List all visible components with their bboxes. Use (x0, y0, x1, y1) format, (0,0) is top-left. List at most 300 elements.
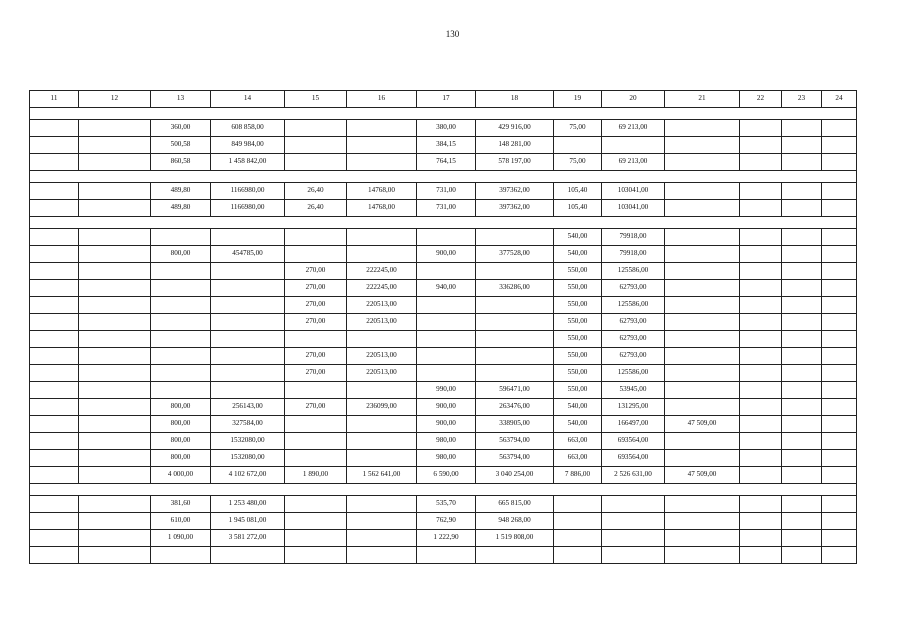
table-cell: 731,00 (417, 183, 476, 200)
table-cell (822, 280, 857, 297)
table-cell (782, 120, 822, 137)
table-cell (665, 348, 740, 365)
table-cell (211, 263, 285, 280)
table-cell (740, 348, 782, 365)
section-separator-row (30, 217, 857, 229)
table-cell: 270,00 (285, 263, 347, 280)
table-cell: 220513,00 (347, 314, 417, 331)
table-cell: 1 090,00 (151, 530, 211, 547)
table-row (30, 399, 857, 416)
table-cell: 338905,00 (476, 416, 554, 433)
table-cell (30, 416, 79, 433)
table-cell (79, 183, 151, 200)
table-cell (285, 154, 347, 171)
table-cell: 53945,00 (602, 382, 665, 399)
table-cell (151, 365, 211, 382)
table-cell (476, 365, 554, 382)
table-row (30, 120, 857, 137)
table-row (30, 183, 857, 200)
table-cell (782, 496, 822, 513)
table-cell: 166497,00 (602, 416, 665, 433)
column-header: 12 (79, 91, 151, 108)
table-cell (417, 348, 476, 365)
table-cell: 2 526 631,00 (602, 467, 665, 484)
table-cell: 1 458 842,00 (211, 154, 285, 171)
data-table (29, 90, 857, 564)
table-row (30, 297, 857, 314)
table-cell: 550,00 (554, 280, 602, 297)
table-cell (30, 331, 79, 348)
table-cell: 377528,00 (476, 246, 554, 263)
table-cell: 62793,00 (602, 314, 665, 331)
table-cell (822, 120, 857, 137)
table-cell: 7 886,00 (554, 467, 602, 484)
table-cell (30, 314, 79, 331)
table-cell (740, 365, 782, 382)
table-cell: 14768,00 (347, 200, 417, 217)
table-cell (79, 450, 151, 467)
table-cell (822, 348, 857, 365)
table-cell (665, 314, 740, 331)
table-cell (79, 496, 151, 513)
table-cell (602, 513, 665, 530)
table-cell (211, 280, 285, 297)
table-cell: 540,00 (554, 399, 602, 416)
table-cell: 980,00 (417, 450, 476, 467)
column-header: 24 (822, 91, 857, 108)
column-header: 21 (665, 91, 740, 108)
separator-cell (30, 108, 857, 120)
table-cell (822, 467, 857, 484)
table-row (30, 433, 857, 450)
table-cell (79, 399, 151, 416)
table-cell (151, 382, 211, 399)
table-cell (665, 246, 740, 263)
table-cell: 1532080,00 (211, 433, 285, 450)
table-cell: 270,00 (285, 348, 347, 365)
table-cell (740, 314, 782, 331)
table-cell (285, 229, 347, 246)
table-cell (151, 263, 211, 280)
table-cell: 550,00 (554, 348, 602, 365)
table-cell (782, 297, 822, 314)
separator-cell (30, 171, 857, 183)
table-row (30, 365, 857, 382)
table-cell: 596471,00 (476, 382, 554, 399)
table-cell: 336286,00 (476, 280, 554, 297)
table-cell: 75,00 (554, 120, 602, 137)
table-row (30, 331, 857, 348)
table-cell (417, 297, 476, 314)
table-row (30, 229, 857, 246)
table-cell: 62793,00 (602, 331, 665, 348)
table-cell (211, 314, 285, 331)
table-cell (782, 137, 822, 154)
table-cell (79, 382, 151, 399)
table-cell (740, 229, 782, 246)
table-cell (665, 263, 740, 280)
table-cell: 731,00 (417, 200, 476, 217)
table-cell (782, 348, 822, 365)
table-cell: 103041,00 (602, 183, 665, 200)
table-cell: 800,00 (151, 433, 211, 450)
table-cell (822, 496, 857, 513)
table-cell (79, 246, 151, 263)
table-cell (740, 496, 782, 513)
table-row (30, 496, 857, 513)
table-cell (79, 365, 151, 382)
table-cell (285, 382, 347, 399)
table-row (30, 513, 857, 530)
table-cell (740, 183, 782, 200)
table-cell (782, 513, 822, 530)
table-cell: 270,00 (285, 280, 347, 297)
column-header: 14 (211, 91, 285, 108)
table-cell (782, 450, 822, 467)
table-cell (347, 496, 417, 513)
table-cell (79, 297, 151, 314)
table-cell: 429 916,00 (476, 120, 554, 137)
table-cell: 270,00 (285, 365, 347, 382)
table-cell (30, 496, 79, 513)
table-cell (211, 348, 285, 365)
table-cell (740, 450, 782, 467)
table-cell: 1 519 808,00 (476, 530, 554, 547)
table-cell: 270,00 (285, 399, 347, 416)
table-cell (665, 382, 740, 399)
table-row (30, 280, 857, 297)
table-cell (347, 433, 417, 450)
table-cell: 948 268,00 (476, 513, 554, 530)
table-cell: 663,00 (554, 450, 602, 467)
table-cell: 256143,00 (211, 399, 285, 416)
table-cell: 800,00 (151, 246, 211, 263)
table-cell: 563794,00 (476, 450, 554, 467)
table-cell: 75,00 (554, 154, 602, 171)
table-cell (740, 467, 782, 484)
table-cell (822, 229, 857, 246)
table-cell (285, 433, 347, 450)
table-cell (30, 154, 79, 171)
table-cell (151, 314, 211, 331)
table-cell (822, 365, 857, 382)
table-cell: 900,00 (417, 399, 476, 416)
header-row (30, 91, 857, 108)
table-cell: 125586,00 (602, 263, 665, 280)
table-cell (822, 433, 857, 450)
table-cell: 3 581 272,00 (211, 530, 285, 547)
table-cell (665, 229, 740, 246)
table-cell (740, 331, 782, 348)
table-cell (782, 229, 822, 246)
table-cell: 1 222,90 (417, 530, 476, 547)
table-cell (822, 297, 857, 314)
table-cell: 125586,00 (602, 365, 665, 382)
table-cell (30, 547, 79, 564)
table-cell: 397362,00 (476, 200, 554, 217)
table-cell: 270,00 (285, 297, 347, 314)
table-cell (285, 246, 347, 263)
table-cell (476, 263, 554, 280)
table-cell (665, 183, 740, 200)
table-cell: 535,70 (417, 496, 476, 513)
table-cell (211, 547, 285, 564)
table-cell (30, 120, 79, 137)
table-cell (740, 297, 782, 314)
column-header: 15 (285, 91, 347, 108)
table-cell: 220513,00 (347, 365, 417, 382)
table-cell: 220513,00 (347, 297, 417, 314)
table-cell: 563794,00 (476, 433, 554, 450)
table-cell: 222245,00 (347, 280, 417, 297)
table-cell (740, 246, 782, 263)
table-cell (476, 547, 554, 564)
table-cell (476, 314, 554, 331)
table-cell (30, 246, 79, 263)
table-cell (30, 183, 79, 200)
table-cell: 762,90 (417, 513, 476, 530)
separator-cell (30, 484, 857, 496)
table-cell (30, 365, 79, 382)
table-cell: 103041,00 (602, 200, 665, 217)
table-cell: 980,00 (417, 433, 476, 450)
table-cell (30, 280, 79, 297)
table-cell: 990,00 (417, 382, 476, 399)
table-cell (151, 297, 211, 314)
table-cell (822, 200, 857, 217)
table-cell (822, 331, 857, 348)
table-cell (476, 297, 554, 314)
table-cell (740, 137, 782, 154)
table-cell (822, 154, 857, 171)
table-cell (665, 200, 740, 217)
table-cell (30, 399, 79, 416)
page-number: 130 (445, 29, 460, 39)
table-cell: 578 197,00 (476, 154, 554, 171)
table-cell (211, 229, 285, 246)
table-cell: 1532080,00 (211, 450, 285, 467)
table-cell (665, 433, 740, 450)
table-cell: 47 509,00 (665, 416, 740, 433)
column-header: 23 (782, 91, 822, 108)
table-cell: 900,00 (417, 246, 476, 263)
table-cell (782, 416, 822, 433)
table-row (30, 416, 857, 433)
table-cell: 79918,00 (602, 229, 665, 246)
table-cell (347, 513, 417, 530)
table-cell: 608 858,00 (211, 120, 285, 137)
table-cell (347, 331, 417, 348)
table-cell (822, 246, 857, 263)
table-cell (79, 120, 151, 137)
table-cell (740, 280, 782, 297)
table-cell: 900,00 (417, 416, 476, 433)
table-row (30, 450, 857, 467)
table-cell: 849 984,00 (211, 137, 285, 154)
table-row (30, 382, 857, 399)
table-cell (347, 137, 417, 154)
table-cell (285, 416, 347, 433)
column-header: 22 (740, 91, 782, 108)
table-cell: 1 253 480,00 (211, 496, 285, 513)
table-cell: 125586,00 (602, 297, 665, 314)
table-cell (30, 467, 79, 484)
table-cell (740, 200, 782, 217)
table-cell (79, 467, 151, 484)
table-cell: 62793,00 (602, 280, 665, 297)
table-cell (30, 450, 79, 467)
table-row (30, 314, 857, 331)
table-cell (30, 348, 79, 365)
table-cell (782, 183, 822, 200)
table-cell (740, 513, 782, 530)
table-cell (740, 120, 782, 137)
table-cell (417, 263, 476, 280)
table-cell: 14768,00 (347, 183, 417, 200)
table-cell (822, 314, 857, 331)
table-cell (822, 513, 857, 530)
table-cell: 380,00 (417, 120, 476, 137)
table-cell (554, 496, 602, 513)
table-cell: 270,00 (285, 314, 347, 331)
table-cell: 222245,00 (347, 263, 417, 280)
table-cell (79, 280, 151, 297)
table-cell: 4 000,00 (151, 467, 211, 484)
table-cell: 69 213,00 (602, 154, 665, 171)
table-cell: 69 213,00 (602, 120, 665, 137)
table-cell (602, 137, 665, 154)
table-cell (79, 314, 151, 331)
column-header: 16 (347, 91, 417, 108)
table-cell (151, 547, 211, 564)
table-cell (782, 263, 822, 280)
table-cell (740, 154, 782, 171)
table-cell (30, 263, 79, 280)
table-cell (79, 229, 151, 246)
table-cell: 550,00 (554, 297, 602, 314)
section-separator-row (30, 171, 857, 183)
table-cell (30, 137, 79, 154)
table-cell: 360,00 (151, 120, 211, 137)
table-cell: 220513,00 (347, 348, 417, 365)
table-cell: 693564,00 (602, 450, 665, 467)
table-cell (285, 137, 347, 154)
table-cell (417, 314, 476, 331)
table-cell (782, 530, 822, 547)
table-cell (782, 154, 822, 171)
table-row (30, 348, 857, 365)
table-cell: 1 562 641,00 (347, 467, 417, 484)
table-cell: 397362,00 (476, 183, 554, 200)
table-cell (822, 416, 857, 433)
table-cell (79, 547, 151, 564)
table-cell (665, 496, 740, 513)
table-cell (822, 382, 857, 399)
table-cell (79, 331, 151, 348)
column-header: 19 (554, 91, 602, 108)
column-header: 20 (602, 91, 665, 108)
table-cell (740, 399, 782, 416)
table-cell (79, 200, 151, 217)
table-cell (782, 280, 822, 297)
table-cell: 381,60 (151, 496, 211, 513)
table-row (30, 547, 857, 564)
table-cell: 105,40 (554, 183, 602, 200)
table-cell: 663,00 (554, 433, 602, 450)
table-cell (79, 416, 151, 433)
column-header: 11 (30, 91, 79, 108)
table-cell: 79918,00 (602, 246, 665, 263)
column-header: 18 (476, 91, 554, 108)
table-cell: 550,00 (554, 263, 602, 280)
separator-cell (30, 217, 857, 229)
table-cell (347, 154, 417, 171)
table-cell: 800,00 (151, 450, 211, 467)
table-cell (79, 530, 151, 547)
table-cell (476, 229, 554, 246)
table-cell: 800,00 (151, 399, 211, 416)
table-cell: 693564,00 (602, 433, 665, 450)
table-cell: 236099,00 (347, 399, 417, 416)
table-cell: 540,00 (554, 246, 602, 263)
table-cell (665, 530, 740, 547)
table-cell (347, 246, 417, 263)
table-cell (285, 120, 347, 137)
table-row (30, 467, 857, 484)
table-cell (782, 200, 822, 217)
table-cell (782, 246, 822, 263)
table-cell (417, 331, 476, 348)
table-cell (782, 314, 822, 331)
table-cell (151, 331, 211, 348)
table-cell (602, 547, 665, 564)
table-cell (30, 513, 79, 530)
table-row (30, 200, 857, 217)
column-header: 17 (417, 91, 476, 108)
table-cell (740, 530, 782, 547)
table-cell (602, 496, 665, 513)
table-cell (740, 416, 782, 433)
table-cell (30, 200, 79, 217)
table-cell: 940,00 (417, 280, 476, 297)
table-cell (417, 547, 476, 564)
section-separator-row (30, 484, 857, 496)
table-cell: 550,00 (554, 314, 602, 331)
table-cell (782, 433, 822, 450)
table-cell (740, 382, 782, 399)
table-cell (665, 450, 740, 467)
table-cell (665, 280, 740, 297)
table-cell (30, 433, 79, 450)
table-cell: 489,80 (151, 183, 211, 200)
table-cell (665, 297, 740, 314)
table-cell (822, 263, 857, 280)
table-cell (30, 530, 79, 547)
table-cell (822, 530, 857, 547)
table-cell (554, 547, 602, 564)
table-cell (79, 263, 151, 280)
table-cell (476, 348, 554, 365)
column-header: 13 (151, 91, 211, 108)
table-cell (151, 280, 211, 297)
table-cell (285, 530, 347, 547)
table-cell (79, 433, 151, 450)
table-cell (30, 229, 79, 246)
table-cell (782, 382, 822, 399)
table-cell: 105,40 (554, 200, 602, 217)
table-cell: 540,00 (554, 416, 602, 433)
table-cell: 610,00 (151, 513, 211, 530)
